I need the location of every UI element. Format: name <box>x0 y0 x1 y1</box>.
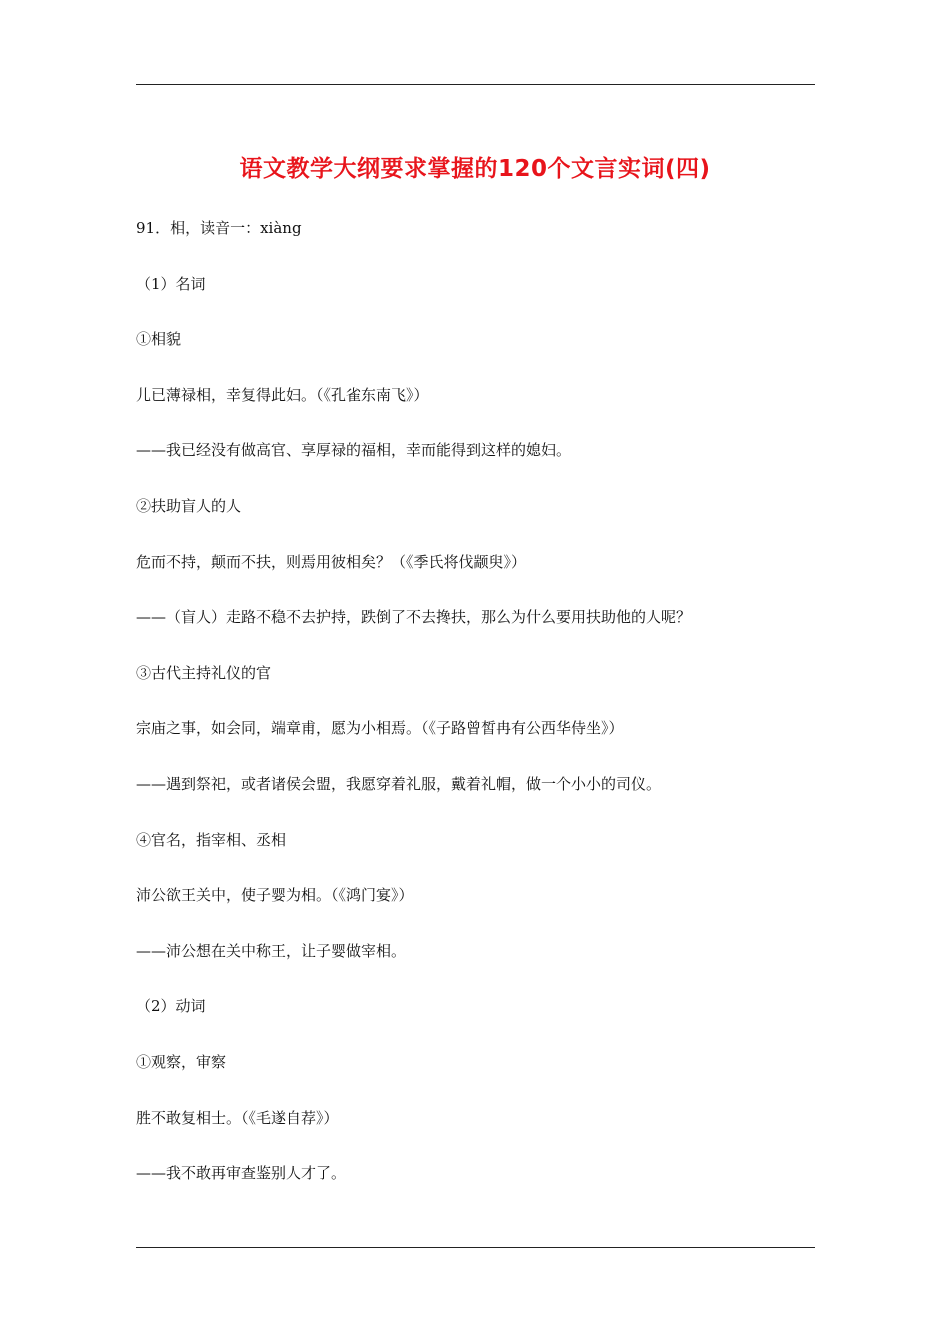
header-rule <box>136 84 815 85</box>
sense-heading-4: ④官名，指宰相、丞相 <box>136 830 287 849</box>
translation-2: ——（盲人）走路不稳不去护持，跌倒了不去搀扶，那么为什么要用扶助他的人呢？ <box>136 608 692 627</box>
footer-rule <box>136 1247 815 1248</box>
translation-3: ——遇到祭祀，或者诸侯会盟，我愿穿着礼服，戴着礼帽，做一个小小的司仪。 <box>136 774 662 793</box>
example-sentence-4: 沛公欲王关中，使子婴为相。（《鸿门宴》） <box>136 886 414 905</box>
sense-heading-2: ②扶助盲人的人 <box>136 496 242 515</box>
example-sentence-1: 儿已薄禄相，幸复得此妇。（《孔雀东南飞》） <box>136 385 429 404</box>
document-title: 语文教学大纲要求掌握的120个文言实词(四) <box>239 156 711 182</box>
sense-heading-5: ①观察，审察 <box>136 1052 227 1071</box>
translation-5: ——我不敢再审查鉴别人才了。 <box>136 1164 347 1183</box>
section-verb: （2）动词 <box>136 997 206 1016</box>
example-sentence-5: 胜不敢复相士。（《毛遂自荐》） <box>136 1108 339 1127</box>
heading-entry-91: 91．相，读音一：xiàng <box>136 219 302 237</box>
example-sentence-2: 危而不持，颠而不扶，则焉用彼相矣？（《季氏将伐颛臾》） <box>136 552 527 571</box>
translation-4: ——沛公想在关中称王，让子婴做宰相。 <box>136 941 407 960</box>
document-body <box>136 217 816 1218</box>
translation-1: ——我已经没有做高官、享厚禄的福相，幸而能得到这样的媳妇。 <box>136 441 572 460</box>
sense-heading-3: ③古代主持礼仪的官 <box>136 663 272 682</box>
example-sentence-3: 宗庙之事，如会同，端章甫，愿为小相焉。（《子路曾皙冉有公西华侍坐》） <box>136 719 624 738</box>
sense-heading-1: ①相貌 <box>136 330 182 349</box>
section-noun: （1）名词 <box>136 274 206 293</box>
